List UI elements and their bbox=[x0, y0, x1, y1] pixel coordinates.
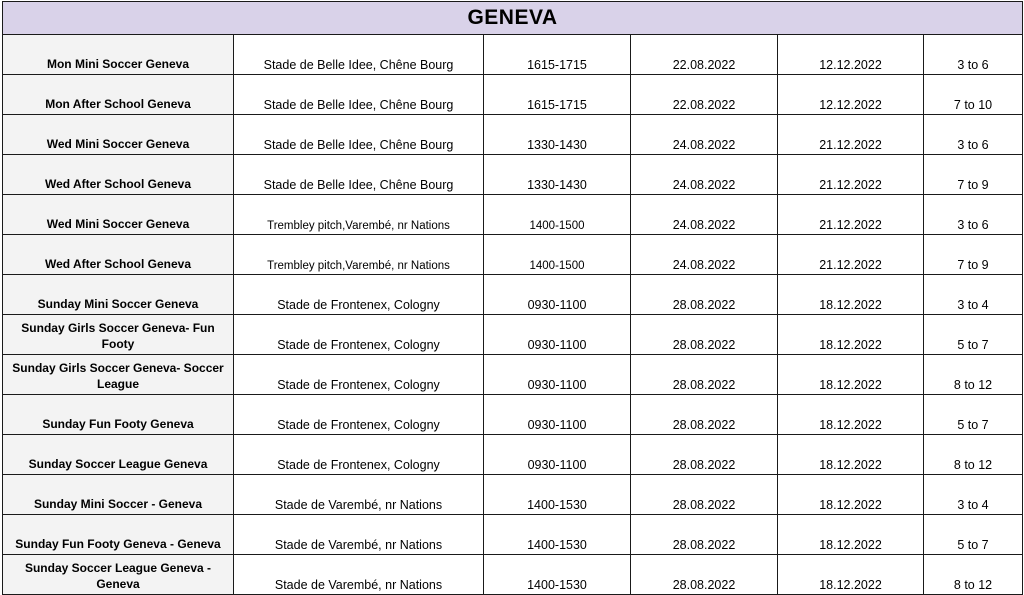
age-range-cell: 3 to 4 bbox=[924, 275, 1023, 315]
age-range-cell: 5 to 7 bbox=[924, 315, 1023, 355]
program-name-cell: Sunday Mini Soccer Geneva bbox=[3, 275, 234, 315]
time-cell: 1400-1530 bbox=[484, 515, 631, 555]
start-date-cell: 28.08.2022 bbox=[631, 315, 778, 355]
start-date-cell: 28.08.2022 bbox=[631, 555, 778, 595]
time-cell: 1400-1530 bbox=[484, 555, 631, 595]
program-name-cell: Wed After School Geneva bbox=[3, 155, 234, 195]
start-date-cell: 28.08.2022 bbox=[631, 275, 778, 315]
venue-cell: Stade de Frontenex, Cologny bbox=[234, 435, 484, 475]
table-row bbox=[3, 235, 1023, 275]
program-name-cell: Wed After School Geneva bbox=[3, 235, 234, 275]
age-range-cell: 7 to 9 bbox=[924, 235, 1023, 275]
program-name-cell: Sunday Mini Soccer - Geneva bbox=[3, 475, 234, 515]
time-cell: 1400-1500 bbox=[484, 235, 631, 275]
time-cell: 1400-1530 bbox=[484, 475, 631, 515]
table-body bbox=[3, 35, 1023, 595]
program-name-cell: Sunday Fun Footy Geneva - Geneva bbox=[3, 515, 234, 555]
venue-cell: Stade de Varembé, nr Nations bbox=[234, 515, 484, 555]
venue-cell: Stade de Varembé, nr Nations bbox=[234, 555, 484, 595]
end-date-cell: 18.12.2022 bbox=[778, 515, 924, 555]
program-name-cell: Wed Mini Soccer Geneva bbox=[3, 115, 234, 155]
table-row bbox=[3, 275, 1023, 315]
start-date-cell: 28.08.2022 bbox=[631, 475, 778, 515]
age-range-cell: 8 to 12 bbox=[924, 435, 1023, 475]
time-cell: 1400-1500 bbox=[484, 195, 631, 235]
program-name-cell: Wed Mini Soccer Geneva bbox=[3, 195, 234, 235]
venue-cell: Stade de Frontenex, Cologny bbox=[234, 395, 484, 435]
time-cell: 0930-1100 bbox=[484, 275, 631, 315]
table-row bbox=[3, 195, 1023, 235]
age-range-cell: 3 to 6 bbox=[924, 115, 1023, 155]
venue-cell: Stade de Frontenex, Cologny bbox=[234, 275, 484, 315]
venue-cell: Trembley pitch,Varembé, nr Nations bbox=[234, 195, 484, 235]
end-date-cell: 21.12.2022 bbox=[778, 115, 924, 155]
start-date-cell: 28.08.2022 bbox=[631, 395, 778, 435]
program-name-cell: Mon Mini Soccer Geneva bbox=[3, 35, 234, 75]
time-cell: 1330-1430 bbox=[484, 155, 631, 195]
start-date-cell: 22.08.2022 bbox=[631, 75, 778, 115]
end-date-cell: 18.12.2022 bbox=[778, 435, 924, 475]
end-date-cell: 21.12.2022 bbox=[778, 195, 924, 235]
start-date-cell: 22.08.2022 bbox=[631, 35, 778, 75]
table-row bbox=[3, 395, 1023, 435]
age-range-cell: 3 to 6 bbox=[924, 195, 1023, 235]
time-cell: 0930-1100 bbox=[484, 315, 631, 355]
table-title: GENEVA bbox=[3, 2, 1023, 35]
end-date-cell: 12.12.2022 bbox=[778, 75, 924, 115]
end-date-cell: 18.12.2022 bbox=[778, 275, 924, 315]
age-range-cell: 7 to 10 bbox=[924, 75, 1023, 115]
age-range-cell: 7 to 9 bbox=[924, 155, 1023, 195]
end-date-cell: 18.12.2022 bbox=[778, 355, 924, 395]
end-date-cell: 21.12.2022 bbox=[778, 155, 924, 195]
table-row bbox=[3, 35, 1023, 75]
table-row bbox=[3, 475, 1023, 515]
table-row bbox=[3, 555, 1023, 595]
table-row bbox=[3, 435, 1023, 475]
age-range-cell: 8 to 12 bbox=[924, 555, 1023, 595]
program-name-cell: Sunday Fun Footy Geneva bbox=[3, 395, 234, 435]
program-name-cell: Sunday Soccer League Geneva bbox=[3, 435, 234, 475]
end-date-cell: 12.12.2022 bbox=[778, 35, 924, 75]
venue-cell: Stade de Belle Idee, Chêne Bourg bbox=[234, 155, 484, 195]
venue-cell: Stade de Frontenex, Cologny bbox=[234, 315, 484, 355]
end-date-cell: 21.12.2022 bbox=[778, 235, 924, 275]
venue-cell: Trembley pitch,Varembé, nr Nations bbox=[234, 235, 484, 275]
venue-cell: Stade de Frontenex, Cologny bbox=[234, 355, 484, 395]
time-cell: 0930-1100 bbox=[484, 435, 631, 475]
end-date-cell: 18.12.2022 bbox=[778, 555, 924, 595]
program-name-cell: Sunday Girls Soccer Geneva- Fun Footy bbox=[3, 315, 234, 355]
start-date-cell: 24.08.2022 bbox=[631, 155, 778, 195]
time-cell: 1615-1715 bbox=[484, 75, 631, 115]
end-date-cell: 18.12.2022 bbox=[778, 395, 924, 435]
start-date-cell: 24.08.2022 bbox=[631, 195, 778, 235]
start-date-cell: 28.08.2022 bbox=[631, 355, 778, 395]
venue-cell: Stade de Belle Idee, Chêne Bourg bbox=[234, 115, 484, 155]
end-date-cell: 18.12.2022 bbox=[778, 475, 924, 515]
table-row bbox=[3, 355, 1023, 395]
title-row bbox=[3, 2, 1023, 35]
start-date-cell: 24.08.2022 bbox=[631, 115, 778, 155]
age-range-cell: 3 to 4 bbox=[924, 475, 1023, 515]
program-name-cell: Mon After School Geneva bbox=[3, 75, 234, 115]
age-range-cell: 5 to 7 bbox=[924, 395, 1023, 435]
time-cell: 0930-1100 bbox=[484, 355, 631, 395]
end-date-cell: 18.12.2022 bbox=[778, 315, 924, 355]
age-range-cell: 8 to 12 bbox=[924, 355, 1023, 395]
table-row bbox=[3, 115, 1023, 155]
time-cell: 0930-1100 bbox=[484, 395, 631, 435]
program-name-cell: Sunday Girls Soccer Geneva- Soccer League bbox=[3, 355, 234, 395]
venue-cell: Stade de Varembé, nr Nations bbox=[234, 475, 484, 515]
program-name-cell: Sunday Soccer League Geneva - Geneva bbox=[3, 555, 234, 595]
time-cell: 1615-1715 bbox=[484, 35, 631, 75]
venue-cell: Stade de Belle Idee, Chêne Bourg bbox=[234, 75, 484, 115]
schedule-table bbox=[2, 1, 1023, 595]
table-row bbox=[3, 155, 1023, 195]
start-date-cell: 24.08.2022 bbox=[631, 235, 778, 275]
table-row bbox=[3, 515, 1023, 555]
table-row bbox=[3, 315, 1023, 355]
time-cell: 1330-1430 bbox=[484, 115, 631, 155]
age-range-cell: 5 to 7 bbox=[924, 515, 1023, 555]
start-date-cell: 28.08.2022 bbox=[631, 515, 778, 555]
age-range-cell: 3 to 6 bbox=[924, 35, 1023, 75]
venue-cell: Stade de Belle Idee, Chêne Bourg bbox=[234, 35, 484, 75]
table-row bbox=[3, 75, 1023, 115]
start-date-cell: 28.08.2022 bbox=[631, 435, 778, 475]
